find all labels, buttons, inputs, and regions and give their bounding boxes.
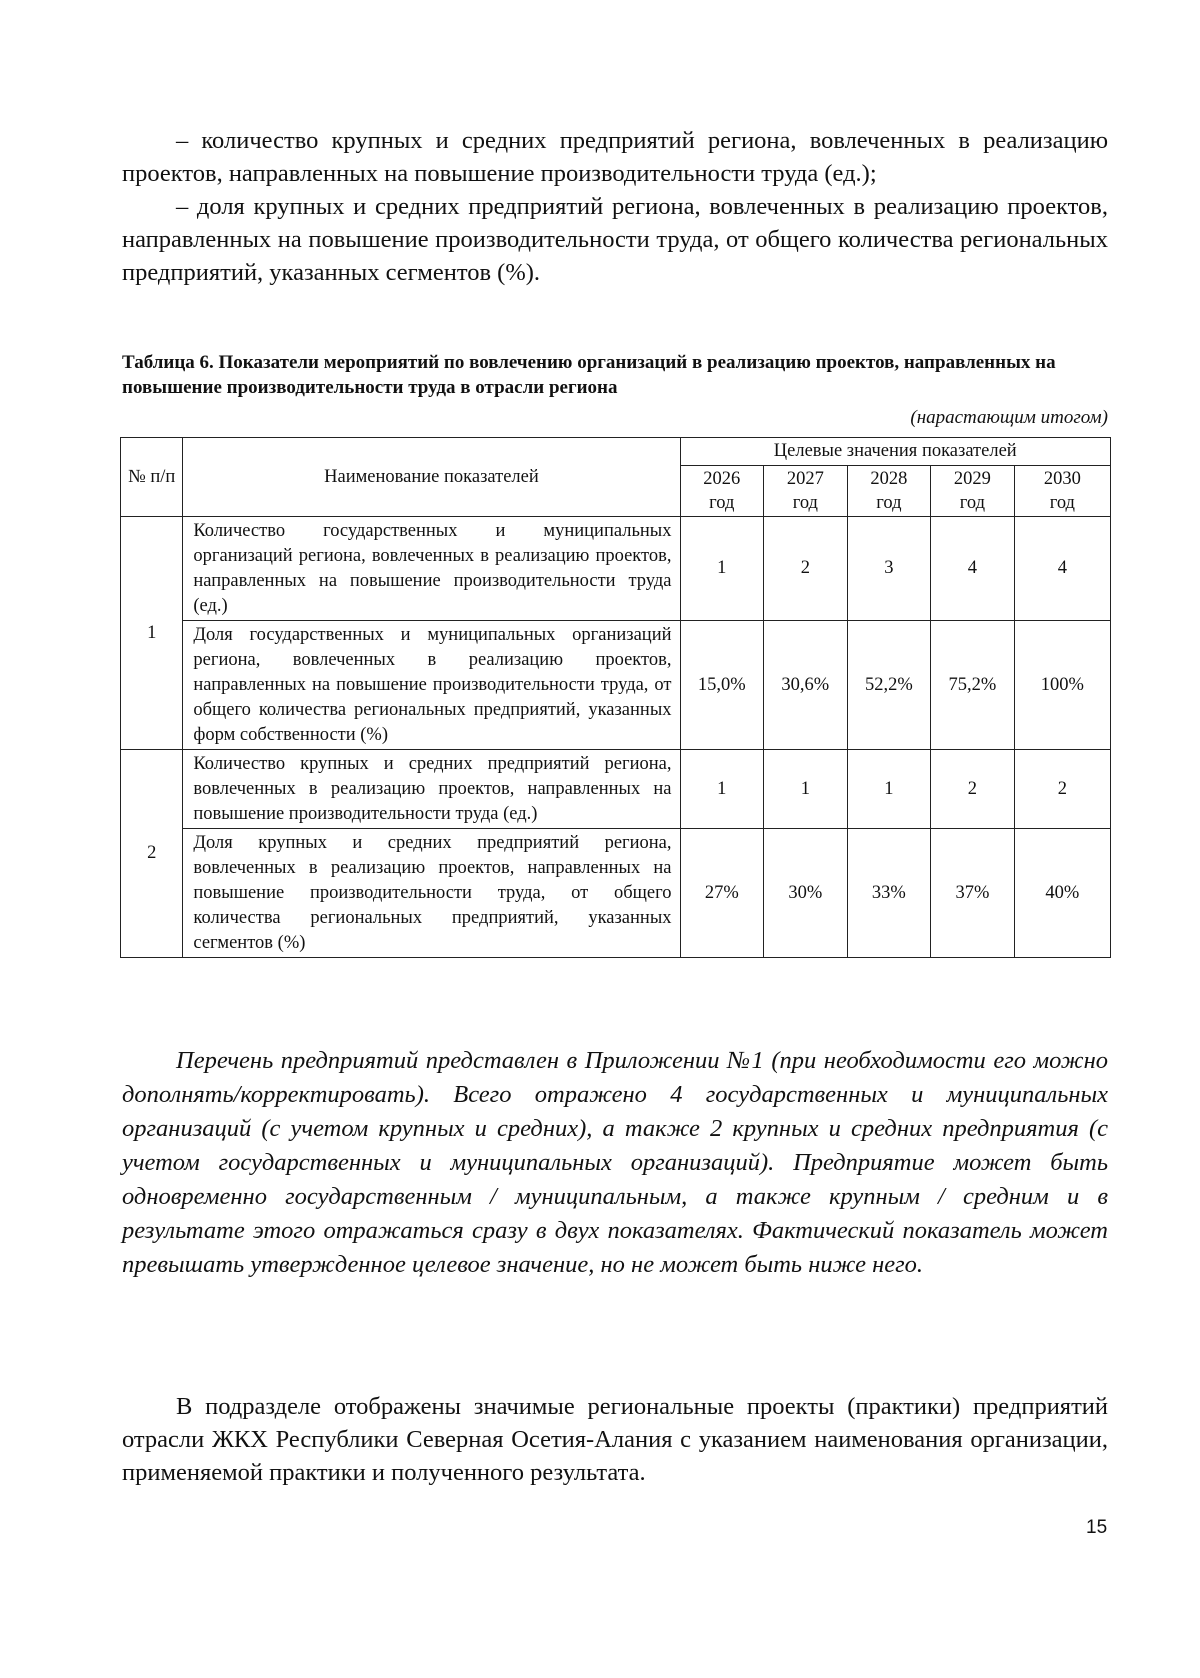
header-num: № п/п (121, 438, 183, 517)
table-note (122, 1044, 1108, 1282)
year-suffix: год (876, 493, 902, 513)
page-number: 15 (1086, 1517, 1108, 1538)
header-year (1014, 466, 1110, 517)
year-value: 2029 (953, 469, 991, 489)
year-value: 2030 (1043, 469, 1081, 489)
year-suffix: год (792, 493, 818, 513)
closing-text: В подразделе отображены значимые региональные проекты (практики) предприятий отрасли ЖКХ Республики Северная Осетия-Алания с указанием наименования организации, применяемой практики и полученного результата. (122, 1393, 1108, 1486)
value-cell: 1 (847, 750, 931, 829)
value-cell: 4 (931, 517, 1015, 621)
year-value: 2027 (786, 469, 824, 489)
value-cell: 75,2% (931, 621, 1015, 750)
value-cell: 3 (847, 517, 931, 621)
closing-paragraph (122, 1390, 1108, 1489)
indicator-name: Доля государственных и муниципальных организаций региона, вовлеченных в реализацию проектов, направленных на повышение производительности труда, от общего количества региональных предприятий, указанных форм собственности (%) (183, 621, 680, 750)
value-cell: 1 (764, 750, 848, 829)
year-value: 2028 (870, 469, 908, 489)
indicator-name: Количество крупных и средних предприятий региона, вовлеченных в реализацию проектов, направленных на повышение производительности труда (ед.) (183, 750, 680, 829)
table-row (121, 621, 1111, 750)
value-cell: 27% (680, 829, 764, 958)
year-suffix: год (1049, 493, 1075, 513)
table-row (121, 750, 1111, 829)
indicator-name: Доля крупных и средних предприятий региона, вовлеченных в реализацию проектов, направленных на повышение производительности труда, от общего количества региональных предприятий, указанных сегментов (%) (183, 829, 680, 958)
header-targets: Целевые значения показателей (680, 438, 1111, 466)
intro-list (122, 124, 1108, 289)
value-cell: 4 (1014, 517, 1110, 621)
table-caption: Таблица 6. Показатели мероприятий по вовлечению организаций в реализацию проектов, направленных на повышение производительности труда в отрасли региона (122, 352, 1056, 398)
value-cell: 40% (1014, 829, 1110, 958)
table-unit-note: (нарастающим итогом) (910, 407, 1108, 428)
value-cell: 1 (680, 517, 764, 621)
value-cell: 30,6% (764, 621, 848, 750)
table-row (121, 517, 1111, 621)
header-year (931, 466, 1015, 517)
value-cell: 100% (1014, 621, 1110, 750)
row-number: 1 (121, 517, 183, 750)
value-cell: 2 (764, 517, 848, 621)
value-cell: 1 (680, 750, 764, 829)
header-year (764, 466, 848, 517)
indicator-name: Количество государственных и муниципальных организаций региона, вовлеченных в реализацию проектов, направленных на повышение производительности труда (ед.) (183, 517, 680, 621)
value-cell: 15,0% (680, 621, 764, 750)
header-year (847, 466, 931, 517)
note-text: Перечень предприятий представлен в Приложении №1 (при необходимости его можно дополнять/корректировать). Всего отражено 4 государственных и муниципальных организаций (с учетом крупных и средних), а также 2 крупных и средних предприятия (с учетом государственных и муниципальных организаций). Предприятие может быть одновременно государственным / муниципальным, а также крупным / средним и в результате этого отражаться сразу в двух показателях. Фактический показатель может превышать утвержденное целевое значение, но не может быть ниже него. (122, 1047, 1108, 1278)
value-cell: 37% (931, 829, 1015, 958)
table-row (121, 829, 1111, 958)
header-row (121, 438, 1111, 466)
value-cell: 30% (764, 829, 848, 958)
intro-item-share: – доля крупных и средних предприятий региона, вовлеченных в реализацию проектов, направленных на повышение производительности труда, от общего количества региональных предприятий, указанных сегментов (%). (122, 193, 1108, 286)
year-suffix: год (959, 493, 986, 513)
header-year (680, 466, 764, 517)
year-value: 2026 (703, 469, 741, 489)
value-cell: 2 (931, 750, 1015, 829)
year-suffix: год (709, 493, 735, 513)
value-cell: 2 (1014, 750, 1110, 829)
intro-item-count: – количество крупных и средних предприятий региона, вовлеченных в реализацию проектов, направленных на повышение производительности труда (ед.); (122, 127, 1108, 187)
row-number: 2 (121, 750, 183, 958)
value-cell: 52,2% (847, 621, 931, 750)
value-cell: 33% (847, 829, 931, 958)
indicators-table (120, 437, 1111, 958)
header-name: Наименование показателей (183, 438, 680, 517)
